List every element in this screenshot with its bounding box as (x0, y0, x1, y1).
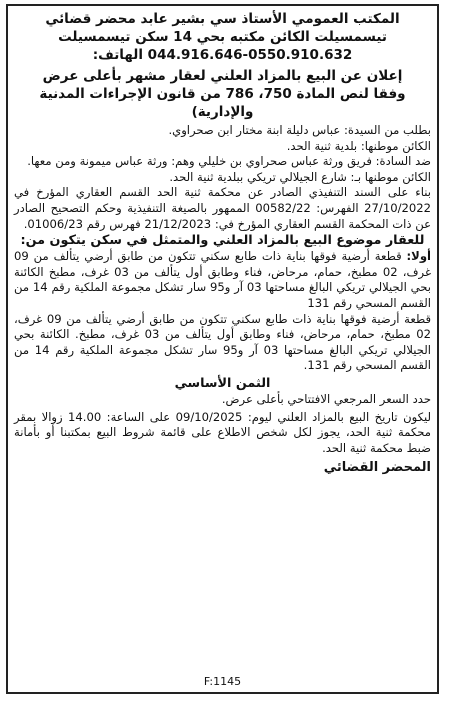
office-name: المكتب العمومي الأستاذ سي بشير عابد محضر قضائي (45, 11, 400, 27)
office-address: تيسمسيلت الكائن مكتبه بحي 14 سكن تيسمسيلت (58, 29, 387, 45)
requester-name: عباس دليلة ابنة مختار ابن صحراوي. (168, 123, 341, 137)
requester-label: بطلب من السيدة: (343, 123, 431, 137)
signature: المحضر القضائي (323, 460, 431, 476)
property-item-1-label: أولا: (406, 249, 431, 264)
property-item-2: قطعة أرضية فوقها بناية ذات طابع سكني تتكون من طابق أرضي يتألف من 09 غرف، 02 مطبخ، حمام، مرحاض، فناء وطابق أول يتألف من 03 غرف، مطبخ. الكائنة بحي الجيلالي تريكي البالغ مساحتها 03 آر و95 سار تشكل مجموعة الملكية رقم 14 من القسم المسحي رقم 131. (14, 311, 431, 373)
requester-residence-line (14, 139, 431, 155)
notice-frame (6, 4, 439, 694)
against-residence-line (14, 170, 431, 186)
property-item-1 (14, 249, 431, 311)
price-heading: الثمن الأساسي (174, 375, 271, 391)
notice-title-2: وفقا لنص المادة 750، 786 من قانون الإجراءات المدنية والإدارية) (39, 86, 406, 120)
price-text: حدد السعر المرجعي الافتتاحي بأعلى عرض. (221, 391, 431, 406)
against-residence: شارع الجيلالي تريكي ببلدية ثنية الحد. (169, 169, 347, 184)
property-item-1-text: قطعة أرضية فوقها بناية ذات طابع سكني تتكون من طابق أرضي يتألف من 09 غرف، 02 مطبخ، حمام، مرحاض، فناء وطابق أول يتألف من 03 غرف، مطبخ الكائنة بحي الجيلالي تريكي البالغ مساحتها 03 آر و95 سار تشكل مجموعة الملكية رقم 14 من القسم المسحي رقم 131 (14, 249, 432, 310)
phone-numbers: 044.916.646-0550.910.632 (147, 47, 353, 63)
requester-residence-label: الكائن موطنها: (360, 138, 431, 153)
sale-details: ليكون تاريخ البيع بالمزاد العلني ليوم: 09/10/2025 على الساعة: 14.00 زوالا بمقر محكمة ثنية الحد، يجوز لكل شخص الاطلاع على قائمة شروط البيع بمكتبنا أو بأمانة ضبط محكمة ثنية الحد. (14, 409, 432, 455)
requester-line (14, 123, 431, 139)
against-label: ضد السادة: (375, 154, 431, 169)
requester-residence: بلدية ثنية الحد. (286, 138, 358, 153)
notice-title-1: إعلان عن البيع بالمزاد العلني لعقار مشهر بأعلى عرض (42, 68, 403, 84)
against-names: فريق ورثة عباس صحراوي بن خليلي وهم: ورثة عباس ميمونة ومن معها. (27, 154, 372, 169)
against-line (14, 154, 431, 170)
phone-label: الهاتف: (92, 47, 143, 63)
against-residence-label: الكائن موطنها بـ: (350, 169, 431, 184)
property-heading: للعقار موضوع البيع بالمزاد العلني والمتمثل في سكن يتكون من: (20, 233, 425, 249)
office-phone (14, 46, 431, 64)
legal-basis: بناء على السند التنفيذي الصادر عن محكمة ثنية الحد القسم العقاري المؤرخ في 27/10/2022 الفهرس: 00582/22 الممهور بالصيغة التنفيذية وحكم التصحيح الصادر عن ذات المحكمة القسم العقاري المؤرخ في: 21/12/2023 فهرس رقم 01006/23. (14, 185, 431, 231)
reference-code: F:1145 (203, 675, 242, 688)
